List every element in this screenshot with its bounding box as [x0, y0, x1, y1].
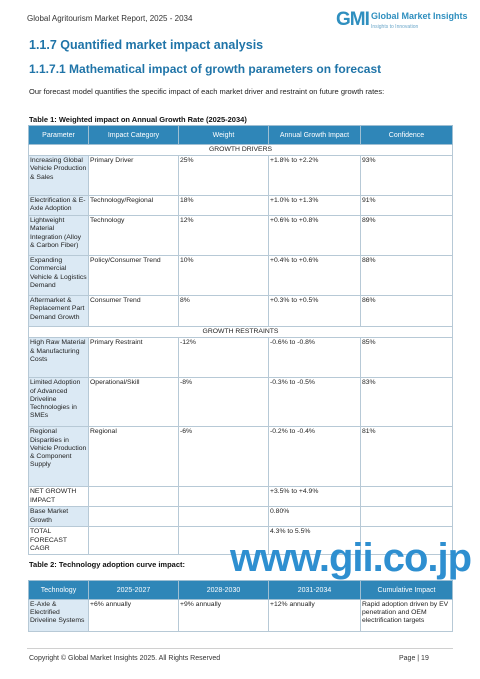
- table1-header-row: [29, 126, 453, 145]
- impact-cell: +0.6% to +0.8%: [269, 216, 361, 256]
- parameter-cell: Limited Adoption of Advanced Driveline Technologies in SMEs: [29, 378, 89, 427]
- total-label: TOTAL FORECAST CAGR: [29, 527, 89, 555]
- watermark: www.gii.co.jp: [230, 536, 472, 580]
- parameter-cell: Increasing Global Vehicle Production & Sales: [29, 156, 89, 196]
- impact-cell: -0.2% to -0.4%: [269, 427, 361, 487]
- impact-cell: +0.3% to +0.5%: [269, 296, 361, 327]
- table-row: [29, 156, 453, 196]
- weight-cell: 12%: [179, 216, 269, 256]
- weight-cell: 25%: [179, 156, 269, 196]
- confidence-cell: 91%: [361, 196, 453, 216]
- table-row: [29, 256, 453, 296]
- column-header: Confidence: [361, 126, 453, 145]
- total-row: [29, 507, 453, 527]
- section-row-restraints: [29, 327, 453, 338]
- impact-cell: +1.0% to +1.3%: [269, 196, 361, 216]
- confidence-cell: 85%: [361, 338, 453, 378]
- table2-header-row: [29, 581, 453, 600]
- confidence-cell: 86%: [361, 296, 453, 327]
- table-row: [29, 216, 453, 256]
- section-row-drivers: [29, 145, 453, 156]
- column-header: 2028-2030: [179, 581, 269, 600]
- table-row: [29, 338, 453, 378]
- parameter-cell: High Raw Material & Manufacturing Costs: [29, 338, 89, 378]
- column-header: Parameter: [29, 126, 89, 145]
- total-value: +3.5% to +4.9%: [269, 487, 361, 507]
- total-value: 0.80%: [269, 507, 361, 527]
- column-header: Impact Category: [89, 126, 179, 145]
- category-cell: Consumer Trend: [89, 296, 179, 327]
- total-label: Base Market Growth: [29, 507, 89, 527]
- technology-adoption-table: [28, 580, 453, 632]
- confidence-cell: 93%: [361, 156, 453, 196]
- period-cell: +6% annually: [89, 600, 179, 632]
- column-header: Technology: [29, 581, 89, 600]
- logo-name: Global Market Insights: [371, 11, 468, 21]
- category-cell: Policy/Consumer Trend: [89, 256, 179, 296]
- table-row: [29, 296, 453, 327]
- table1-caption: Table 1: Weighted impact on Annual Growth Rate (2025-2034): [29, 115, 247, 124]
- table-row: [29, 600, 453, 632]
- impact-cell: +0.4% to +0.6%: [269, 256, 361, 296]
- logo-mark: GMI: [336, 9, 369, 30]
- weight-cell: 8%: [179, 296, 269, 327]
- category-cell: Primary Restraint: [89, 338, 179, 378]
- impact-cell: -0.6% to -0.8%: [269, 338, 361, 378]
- category-cell: Primary Driver: [89, 156, 179, 196]
- period-cell: +9% annually: [179, 600, 269, 632]
- section-label: GROWTH DRIVERS: [29, 145, 453, 156]
- weight-cell: -12%: [179, 338, 269, 378]
- weight-cell: -6%: [179, 427, 269, 487]
- table2-caption: Table 2: Technology adoption curve impact:: [29, 560, 185, 569]
- section-subheading: 1.1.7.1 Mathematical impact of growth parameters on forecast: [29, 62, 382, 76]
- impact-cell: -0.3% to -0.5%: [269, 378, 361, 427]
- category-cell: Technology/Regional: [89, 196, 179, 216]
- parameter-cell: Electrification & E-Axle Adoption: [29, 196, 89, 216]
- total-value: 4.3% to 5.5%: [269, 527, 361, 555]
- weight-cell: 10%: [179, 256, 269, 296]
- parameter-cell: Regional Disparities in Vehicle Production & Component Supply: [29, 427, 89, 487]
- footer-divider: [27, 648, 453, 649]
- weight-cell: 18%: [179, 196, 269, 216]
- confidence-cell: 81%: [361, 427, 453, 487]
- cumulative-cell: Rapid adoption driven by EV penetration and OEM electrification targets: [361, 600, 453, 632]
- parameter-cell: Expanding Commercial Vehicle & Logistics Demand: [29, 256, 89, 296]
- category-cell: Regional: [89, 427, 179, 487]
- report-header-title: Global Agritourism Market Report, 2025 - 2034: [27, 14, 193, 23]
- period-cell: +12% annually: [269, 600, 361, 632]
- table-row: [29, 196, 453, 216]
- parameter-cell: Lightweight Material Integration (Alloy & Carbon Fiber): [29, 216, 89, 256]
- table-row: [29, 427, 453, 487]
- column-header: Weight: [179, 126, 269, 145]
- section-label: GROWTH RESTRAINTS: [29, 327, 453, 338]
- column-header: 2031-2034: [269, 581, 361, 600]
- category-cell: Technology: [89, 216, 179, 256]
- column-header: Annual Growth Impact: [269, 126, 361, 145]
- confidence-cell: 88%: [361, 256, 453, 296]
- total-label: NET GROWTH IMPACT: [29, 487, 89, 507]
- total-row: [29, 487, 453, 507]
- weighted-impact-table: [28, 125, 453, 555]
- intro-paragraph: Our forecast model quantifies the specific impact of each market driver and restraint on future growth rates:: [29, 87, 385, 96]
- category-cell: Operational/Skill: [89, 378, 179, 427]
- logo-tagline: Insights to Innovation: [371, 24, 419, 30]
- section-heading: 1.1.7 Quantified market impact analysis: [29, 38, 264, 52]
- technology-cell: E-Axle & Electrified Driveline Systems: [29, 600, 89, 632]
- parameter-cell: Aftermarket & Replacement Part Demand Growth: [29, 296, 89, 327]
- footer-page-number: Page | 19: [399, 655, 429, 662]
- footer-copyright: Copyright © Global Market Insights 2025. All Rights Reserved: [29, 655, 221, 662]
- column-header: 2025-2027: [89, 581, 179, 600]
- confidence-cell: 89%: [361, 216, 453, 256]
- weight-cell: -8%: [179, 378, 269, 427]
- confidence-cell: 83%: [361, 378, 453, 427]
- gmi-logo: [336, 9, 468, 35]
- impact-cell: +1.8% to +2.2%: [269, 156, 361, 196]
- column-header: Cumulative Impact: [361, 581, 453, 600]
- table-row: [29, 378, 453, 427]
